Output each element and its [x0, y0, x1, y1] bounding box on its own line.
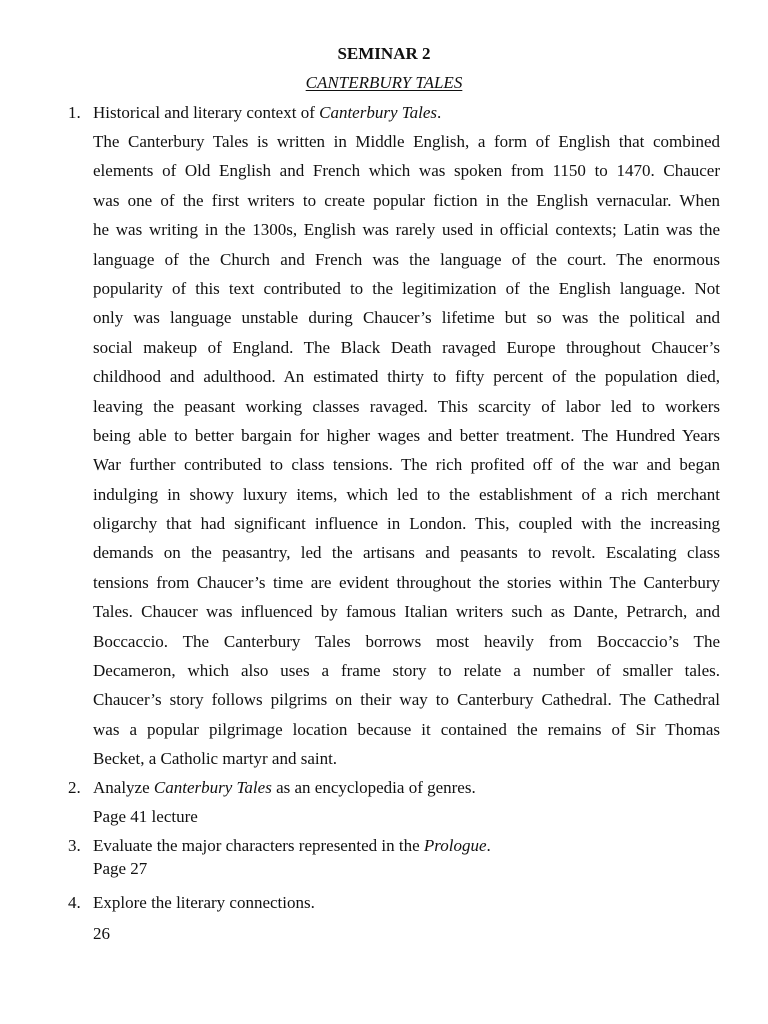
paragraph-line: childhood and adulthood. An estimated thirty to fifty percent of the population died, — [93, 367, 720, 387]
question-3-number: 3. — [68, 836, 81, 855]
question-1-text-italic: Canterbury Tales — [319, 103, 438, 122]
question-3-text-after: . — [486, 836, 491, 855]
paragraph-line: oligarchy that had significant influence in London. This, coupled with the increasing — [93, 514, 720, 534]
question-3-text-before: Evaluate the major characters represented in the — [93, 836, 424, 855]
paragraph-line: elements of Old English and French which was spoken from 1150 to 1470. Chaucer — [93, 161, 720, 181]
question-2-text-after: as an encyclopedia of genres. — [271, 778, 476, 797]
question-3-note: Page 27 — [93, 859, 148, 878]
paragraph-line: language of the Church and French was the language of the court. The enormous — [93, 249, 720, 269]
work-subtitle — [0, 72, 768, 94]
question-1-text-after: . — [437, 103, 442, 122]
paragraph-line: indulging in showy luxury items, which led to the establishment of a rich merchant — [93, 484, 720, 504]
paragraph-line: Tales. Chaucer was influenced by famous Italian writers such as Dante, Petrarch, and — [93, 602, 720, 622]
question-4-text: Explore the literary connections. — [93, 893, 315, 912]
question-2-text — [93, 777, 476, 799]
paragraph-line: Becket, a Catholic martyr and saint. — [93, 749, 338, 769]
question-2-note: Page 41 lecture — [93, 807, 198, 826]
paragraph-line: War further contributed to class tensions. The rich profited off of the war and began — [93, 455, 720, 475]
question-3-text-italic: Prologue — [423, 836, 487, 855]
question-1-text — [93, 102, 441, 124]
question-4-number: 4. — [68, 893, 81, 912]
paragraph-line: leaving the peasant working classes ravaged. This scarcity of labor led to workers — [93, 396, 720, 416]
paragraph-line: he was writing in the 1300s, English was rarely used in official contexts; Latin was the — [93, 220, 720, 240]
paragraph-line: social makeup of England. The Black Death ravaged Europe throughout Chaucer’s — [93, 337, 720, 357]
paragraph-line: was one of the first writers to create popular fiction in the English vernacular. When — [93, 190, 720, 210]
question-1-text-before: Historical and literary context of — [93, 103, 320, 122]
question-3-text — [93, 835, 491, 857]
paragraph-line: The Canterbury Tales is written in Middle English, a form of English that combined — [93, 132, 720, 151]
question-2-number: 2. — [68, 778, 81, 797]
paragraph-line: was a popular pilgrimage location because it contained the remains of Sir Thomas — [93, 719, 720, 739]
paragraph-line: being able to better bargain for higher wages and better treatment. The Hundred Years — [93, 425, 720, 445]
paragraph-line: popularity of this text contributed to the legitimization of the English language. Not — [93, 278, 720, 298]
paragraph-line: Boccaccio. The Canterbury Tales borrows most heavily from Boccaccio’s The — [93, 631, 720, 651]
paragraph-line: demands on the peasantry, led the artisans and peasants to revolt. Escalating class — [93, 543, 720, 563]
seminar-title: SEMINAR 2 — [337, 44, 431, 63]
question-2-text-italic: Canterbury Tales — [153, 778, 272, 797]
question-1-number: 1. — [68, 103, 81, 122]
paragraph-line: Chaucer’s story follows pilgrims on their way to Canterbury Cathedral. The Cathedral — [93, 690, 720, 710]
paragraph-line: tensions from Chaucer’s time are evident throughout the stories within The Canterbury — [93, 572, 720, 592]
work-subtitle-text: CANTERBURY TALES — [305, 73, 463, 92]
question-4-note: 26 — [93, 924, 110, 943]
paragraph-line: Decameron, which also uses a frame story to relate a number of smaller tales. — [93, 661, 720, 681]
question-2-text-before: Analyze — [93, 778, 154, 797]
paragraph-line: only was language unstable during Chaucer’s lifetime but so was the political and — [93, 308, 720, 328]
answer-paragraph — [93, 131, 720, 778]
